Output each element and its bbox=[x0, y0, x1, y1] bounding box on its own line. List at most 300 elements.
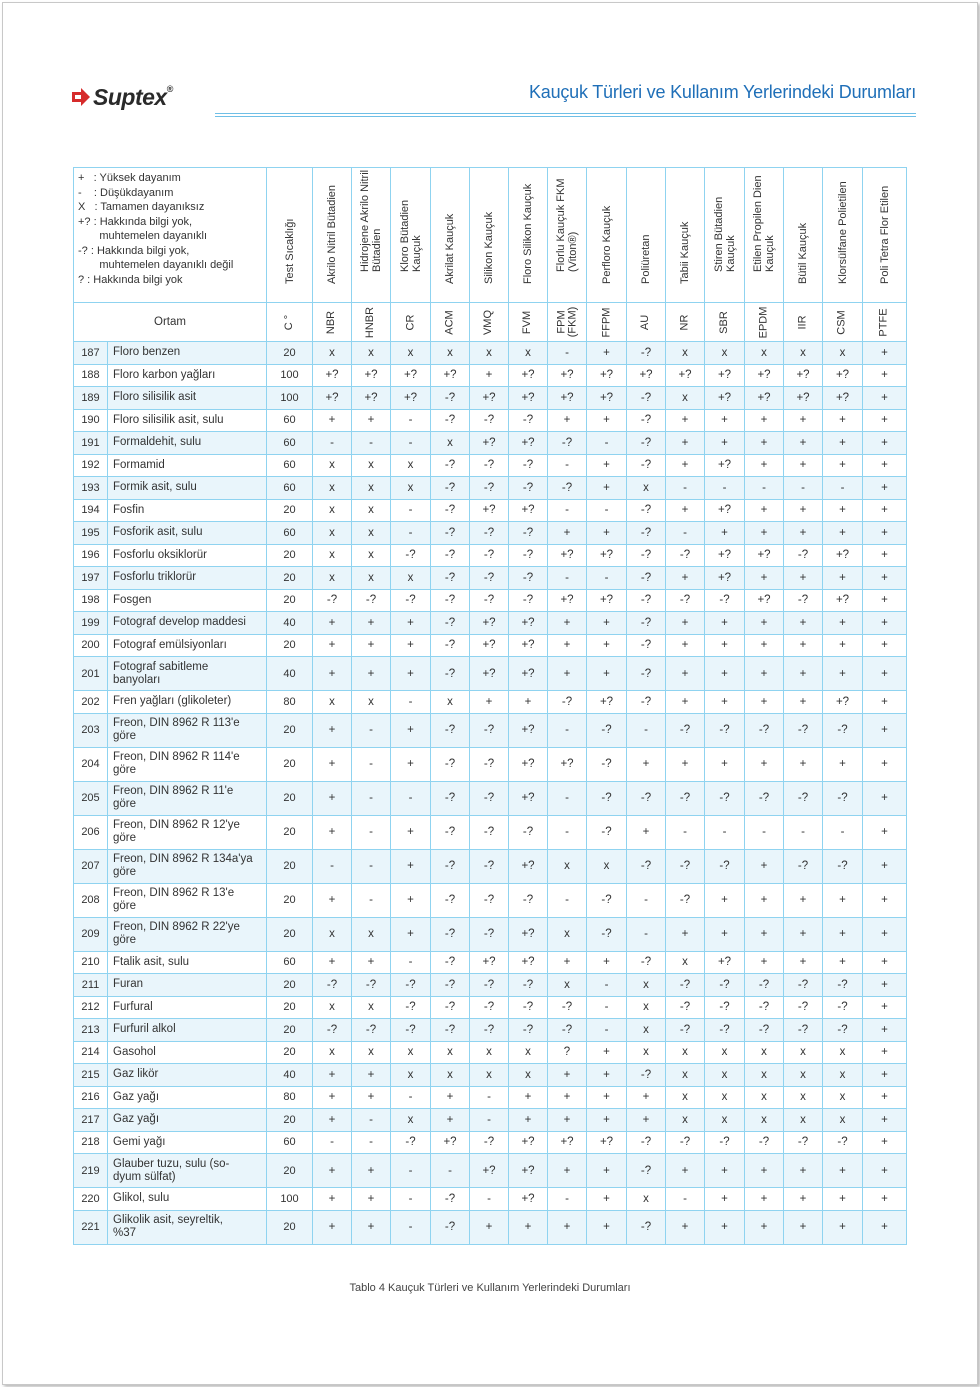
resistance-value: + bbox=[313, 815, 352, 849]
resistance-value: + bbox=[745, 849, 784, 883]
resistance-value: + bbox=[745, 612, 784, 635]
resistance-value: -? bbox=[391, 589, 431, 612]
table-row bbox=[74, 1210, 907, 1244]
test-temperature: 60 bbox=[267, 522, 313, 545]
table-row bbox=[74, 477, 907, 500]
resistance-value: + bbox=[745, 432, 784, 455]
row-number: 201 bbox=[74, 657, 108, 691]
resistance-value: + bbox=[823, 567, 863, 590]
column-abbr-7: FPM (FKM) bbox=[548, 303, 587, 342]
row-number: 204 bbox=[74, 747, 108, 781]
resistance-value: x bbox=[745, 1109, 784, 1132]
resistance-value: x bbox=[352, 342, 391, 365]
resistance-value: -? bbox=[431, 883, 470, 917]
resistance-value: x bbox=[313, 499, 352, 522]
test-temperature: 20 bbox=[267, 917, 313, 951]
resistance-value: + bbox=[863, 364, 907, 387]
resistance-value: + bbox=[352, 1064, 391, 1087]
resistance-value: -? bbox=[391, 1131, 431, 1154]
resistance-value: x bbox=[587, 849, 627, 883]
resistance-value: -? bbox=[627, 951, 666, 974]
table-row bbox=[74, 612, 907, 635]
resistance-value: -? bbox=[627, 634, 666, 657]
resistance-value: + bbox=[705, 612, 745, 635]
table-row bbox=[74, 657, 907, 691]
test-temperature: 20 bbox=[267, 1210, 313, 1244]
resistance-value: -? bbox=[431, 713, 470, 747]
column-header-3: Kloro Bütadien Kauçuk bbox=[391, 168, 431, 303]
resistance-value: x bbox=[352, 996, 391, 1019]
resistance-value: -? bbox=[587, 883, 627, 917]
medium-name: Furfuril alkol bbox=[108, 1019, 267, 1042]
resistance-value: -? bbox=[470, 849, 509, 883]
resistance-value: + bbox=[587, 477, 627, 500]
resistance-value: + bbox=[705, 522, 745, 545]
table-row bbox=[74, 1041, 907, 1064]
resistance-value: + bbox=[313, 1064, 352, 1087]
resistance-value: +? bbox=[548, 1131, 587, 1154]
table-row bbox=[74, 409, 907, 432]
column-header-5: Silikon Kauçuk bbox=[470, 168, 509, 303]
resistance-value: +? bbox=[705, 454, 745, 477]
resistance-value: x bbox=[823, 1064, 863, 1087]
resistance-value: + bbox=[863, 1154, 907, 1188]
resistance-value: -? bbox=[509, 522, 548, 545]
resistance-value: x bbox=[313, 996, 352, 1019]
resistance-value: -? bbox=[627, 691, 666, 714]
resistance-value: + bbox=[587, 1154, 627, 1188]
resistance-value: x bbox=[313, 544, 352, 567]
resistance-value: - bbox=[548, 815, 587, 849]
row-number: 195 bbox=[74, 522, 108, 545]
resistance-value: +? bbox=[313, 364, 352, 387]
resistance-value: -? bbox=[784, 996, 823, 1019]
resistance-value: + bbox=[745, 1154, 784, 1188]
resistance-value: +? bbox=[509, 499, 548, 522]
column-abbr-1: NBR bbox=[313, 303, 352, 342]
resistance-value: -? bbox=[470, 747, 509, 781]
resistance-value: +? bbox=[509, 917, 548, 951]
resistance-value: -? bbox=[784, 713, 823, 747]
resistance-value: +? bbox=[823, 387, 863, 410]
resistance-value: -? bbox=[509, 477, 548, 500]
resistance-value: + bbox=[431, 1086, 470, 1109]
resistance-value: + bbox=[745, 1210, 784, 1244]
resistance-value: x bbox=[666, 342, 705, 365]
resistance-value: x bbox=[352, 544, 391, 567]
resistance-value: -? bbox=[431, 567, 470, 590]
resistance-value: -? bbox=[627, 454, 666, 477]
resistance-value: +? bbox=[587, 387, 627, 410]
resistance-value: + bbox=[313, 1210, 352, 1244]
resistance-value: x bbox=[352, 454, 391, 477]
resistance-value: -? bbox=[627, 1064, 666, 1087]
medium-name: Glauber tuzu, sulu (so- dyum sülfat) bbox=[108, 1154, 267, 1188]
resistance-value: +? bbox=[548, 589, 587, 612]
resistance-value: + bbox=[863, 432, 907, 455]
column-abbr-5: VMQ bbox=[470, 303, 509, 342]
resistance-value: + bbox=[863, 1086, 907, 1109]
test-temperature: 60 bbox=[267, 951, 313, 974]
row-number: 196 bbox=[74, 544, 108, 567]
resistance-value: - bbox=[391, 1154, 431, 1188]
resistance-value: +? bbox=[509, 951, 548, 974]
resistance-value: - bbox=[352, 781, 391, 815]
resistance-value: -? bbox=[745, 713, 784, 747]
brand-name: Suptex® bbox=[93, 83, 173, 110]
resistance-value: +? bbox=[509, 432, 548, 455]
table-row bbox=[74, 781, 907, 815]
medium-name: Fosforlu triklorür bbox=[108, 567, 267, 590]
column-abbr-12: EPDM bbox=[745, 303, 784, 342]
resistance-value: + bbox=[863, 657, 907, 691]
resistance-value: + bbox=[863, 996, 907, 1019]
resistance-value: - bbox=[548, 499, 587, 522]
resistance-value: + bbox=[587, 454, 627, 477]
resistance-value: x bbox=[431, 432, 470, 455]
test-temperature: 20 bbox=[267, 1154, 313, 1188]
table-row bbox=[74, 364, 907, 387]
resistance-value: -? bbox=[470, 917, 509, 951]
resistance-value: + bbox=[627, 1086, 666, 1109]
resistance-value: + bbox=[548, 634, 587, 657]
medium-name: Formamid bbox=[108, 454, 267, 477]
resistance-value: +? bbox=[391, 364, 431, 387]
resistance-value: -? bbox=[509, 567, 548, 590]
resistance-value: +? bbox=[509, 781, 548, 815]
resistance-value: -? bbox=[470, 815, 509, 849]
table-row bbox=[74, 634, 907, 657]
resistance-value: -? bbox=[587, 917, 627, 951]
table-row bbox=[74, 1086, 907, 1109]
resistance-value: + bbox=[745, 951, 784, 974]
test-temperature: 40 bbox=[267, 612, 313, 635]
resistance-value: - bbox=[313, 432, 352, 455]
resistance-value: + bbox=[666, 454, 705, 477]
resistance-value: x bbox=[627, 996, 666, 1019]
column-abbr-15: PTFE bbox=[863, 303, 907, 342]
resistance-value: - bbox=[391, 522, 431, 545]
resistance-value: +? bbox=[431, 1131, 470, 1154]
resistance-value: -? bbox=[666, 1131, 705, 1154]
medium-name: Glikol, sulu bbox=[108, 1188, 267, 1211]
medium-header: Ortam bbox=[74, 303, 267, 342]
resistance-value: + bbox=[352, 1086, 391, 1109]
resistance-value: + bbox=[313, 781, 352, 815]
resistance-value: x bbox=[352, 499, 391, 522]
resistance-value: +? bbox=[470, 499, 509, 522]
resistance-value: + bbox=[863, 634, 907, 657]
resistance-value: +? bbox=[705, 364, 745, 387]
resistance-value: - bbox=[627, 917, 666, 951]
resistance-value: + bbox=[666, 1210, 705, 1244]
row-number: 191 bbox=[74, 432, 108, 455]
medium-name: Ftalik asit, sulu bbox=[108, 951, 267, 974]
resistance-value: + bbox=[784, 657, 823, 691]
resistance-value: -? bbox=[470, 567, 509, 590]
header-names-row bbox=[74, 168, 907, 303]
resistance-value: +? bbox=[745, 589, 784, 612]
resistance-value: + bbox=[705, 657, 745, 691]
test-temperature: 20 bbox=[267, 996, 313, 1019]
resistance-value: +? bbox=[509, 612, 548, 635]
test-temperature: 60 bbox=[267, 454, 313, 477]
resistance-value: -? bbox=[823, 1131, 863, 1154]
table-row bbox=[74, 883, 907, 917]
resistance-value: +? bbox=[705, 951, 745, 974]
resistance-value: + bbox=[784, 409, 823, 432]
resistance-value: -? bbox=[627, 849, 666, 883]
resistance-value: -? bbox=[509, 1019, 548, 1042]
test-temperature: 80 bbox=[267, 1086, 313, 1109]
resistance-value: +? bbox=[548, 544, 587, 567]
row-number: 209 bbox=[74, 917, 108, 951]
resistance-value: x bbox=[431, 691, 470, 714]
table-caption: Tablo 4 Kauçuk Türleri ve Kullanım Yerlerindeki Durumları bbox=[349, 1282, 631, 1294]
resistance-value: -? bbox=[509, 409, 548, 432]
resistance-value: + bbox=[627, 1109, 666, 1132]
resistance-value: + bbox=[784, 1154, 823, 1188]
table-row bbox=[74, 499, 907, 522]
row-number: 202 bbox=[74, 691, 108, 714]
resistance-value: - bbox=[470, 1109, 509, 1132]
resistance-value: +? bbox=[823, 544, 863, 567]
resistance-value: -? bbox=[391, 996, 431, 1019]
resistance-value: + bbox=[313, 1154, 352, 1188]
resistance-value: x bbox=[391, 1041, 431, 1064]
resistance-value: +? bbox=[509, 713, 548, 747]
resistance-value: + bbox=[587, 1109, 627, 1132]
resistance-value: - bbox=[313, 1131, 352, 1154]
resistance-value: x bbox=[352, 522, 391, 545]
row-number: 214 bbox=[74, 1041, 108, 1064]
resistance-value: -? bbox=[509, 544, 548, 567]
resistance-value: x bbox=[627, 974, 666, 997]
resistance-value: x bbox=[705, 1064, 745, 1087]
medium-name: Furan bbox=[108, 974, 267, 997]
resistance-value: +? bbox=[745, 387, 784, 410]
table-row bbox=[74, 691, 907, 714]
resistance-value: + bbox=[863, 589, 907, 612]
resistance-value: -? bbox=[313, 589, 352, 612]
row-number: 218 bbox=[74, 1131, 108, 1154]
medium-name: Gasohol bbox=[108, 1041, 267, 1064]
resistance-value: -? bbox=[431, 974, 470, 997]
temp-header: Test Sıcaklığı bbox=[267, 168, 313, 303]
resistance-value: +? bbox=[705, 567, 745, 590]
test-temperature: 20 bbox=[267, 883, 313, 917]
test-temperature: 60 bbox=[267, 409, 313, 432]
resistance-value: - bbox=[666, 815, 705, 849]
resistance-value: +? bbox=[587, 589, 627, 612]
medium-name: Formik asit, sulu bbox=[108, 477, 267, 500]
column-header-4: Akrilat Kauçuk bbox=[431, 168, 470, 303]
resistance-value: -? bbox=[784, 589, 823, 612]
resistance-value: + bbox=[627, 747, 666, 781]
resistance-value: -? bbox=[627, 612, 666, 635]
resistance-value: + bbox=[784, 612, 823, 635]
resistance-value: -? bbox=[666, 883, 705, 917]
row-number: 219 bbox=[74, 1154, 108, 1188]
resistance-value: - bbox=[823, 477, 863, 500]
resistance-value: + bbox=[705, 747, 745, 781]
row-number: 190 bbox=[74, 409, 108, 432]
resistance-value: -? bbox=[627, 409, 666, 432]
resistance-value: + bbox=[313, 747, 352, 781]
resistance-value: + bbox=[352, 409, 391, 432]
resistance-value: +? bbox=[587, 544, 627, 567]
resistance-value: - bbox=[705, 815, 745, 849]
resistance-value: + bbox=[587, 657, 627, 691]
resistance-value: -? bbox=[470, 522, 509, 545]
resistance-value: x bbox=[313, 522, 352, 545]
resistance-value: -? bbox=[352, 974, 391, 997]
resistance-value: +? bbox=[548, 364, 587, 387]
test-temperature: 20 bbox=[267, 589, 313, 612]
resistance-value: x bbox=[745, 1041, 784, 1064]
resistance-value: x bbox=[509, 1041, 548, 1064]
resistance-value: + bbox=[705, 691, 745, 714]
resistance-value: + bbox=[863, 612, 907, 635]
resistance-value: x bbox=[352, 477, 391, 500]
resistance-value: - bbox=[587, 996, 627, 1019]
resistance-value: +? bbox=[509, 634, 548, 657]
test-temperature: 20 bbox=[267, 1019, 313, 1042]
resistance-value: -? bbox=[509, 589, 548, 612]
column-header-13: Bütil Kauçuk bbox=[784, 168, 823, 303]
resistance-value: x bbox=[313, 1041, 352, 1064]
resistance-value: +? bbox=[823, 691, 863, 714]
resistance-value: +? bbox=[627, 364, 666, 387]
resistance-value: -? bbox=[470, 544, 509, 567]
resistance-value: -? bbox=[627, 1131, 666, 1154]
header-abbr-row bbox=[74, 303, 907, 342]
medium-name: Fosfin bbox=[108, 499, 267, 522]
medium-name: Formaldehit, sulu bbox=[108, 432, 267, 455]
resistance-value: -? bbox=[745, 974, 784, 997]
resistance-value: + bbox=[745, 409, 784, 432]
resistance-value: + bbox=[823, 1188, 863, 1211]
resistance-value: + bbox=[470, 1210, 509, 1244]
table-row bbox=[74, 1131, 907, 1154]
column-header-7: Florlu Kauçuk FKM (Viton®) bbox=[548, 168, 587, 303]
resistance-value: -? bbox=[431, 522, 470, 545]
resistance-value: -? bbox=[823, 974, 863, 997]
resistance-value: + bbox=[509, 691, 548, 714]
resistance-value: + bbox=[863, 409, 907, 432]
test-temperature: 60 bbox=[267, 432, 313, 455]
resistance-value: -? bbox=[666, 1019, 705, 1042]
resistance-value: + bbox=[863, 815, 907, 849]
resistance-value: + bbox=[823, 883, 863, 917]
resistance-value: + bbox=[823, 1154, 863, 1188]
table-row bbox=[74, 849, 907, 883]
resistance-value: + bbox=[352, 1154, 391, 1188]
column-header-12: Etilen Propilen Dien Kauçuk bbox=[745, 168, 784, 303]
resistance-value: -? bbox=[627, 1210, 666, 1244]
resistance-value: +? bbox=[509, 849, 548, 883]
resistance-value: +? bbox=[823, 589, 863, 612]
resistance-value: -? bbox=[431, 477, 470, 500]
resistance-value: x bbox=[548, 849, 587, 883]
resistance-value: x bbox=[745, 342, 784, 365]
resistance-value: +? bbox=[509, 1188, 548, 1211]
medium-name: Fren yağları (glikoleter) bbox=[108, 691, 267, 714]
resistance-value: + bbox=[705, 1154, 745, 1188]
resistance-value: x bbox=[627, 1019, 666, 1042]
resistance-value: x bbox=[509, 1064, 548, 1087]
column-abbr-8: FFPM bbox=[587, 303, 627, 342]
resistance-value: + bbox=[863, 1041, 907, 1064]
resistance-value: + bbox=[863, 1131, 907, 1154]
table-row bbox=[74, 1019, 907, 1042]
resistance-value: x bbox=[666, 387, 705, 410]
resistance-value: + bbox=[863, 1188, 907, 1211]
test-temperature: 100 bbox=[267, 387, 313, 410]
resistance-value: x bbox=[705, 1086, 745, 1109]
test-temperature: 20 bbox=[267, 747, 313, 781]
resistance-value: -? bbox=[705, 996, 745, 1019]
resistance-value: + bbox=[863, 1019, 907, 1042]
resistance-value: -? bbox=[705, 1019, 745, 1042]
resistance-value: + bbox=[745, 1188, 784, 1211]
resistance-value: - bbox=[745, 815, 784, 849]
resistance-value: - bbox=[587, 974, 627, 997]
resistance-value: + bbox=[745, 691, 784, 714]
resistance-value: -? bbox=[666, 589, 705, 612]
resistance-value: x bbox=[548, 974, 587, 997]
column-abbr-14: CSM bbox=[823, 303, 863, 342]
row-number: 208 bbox=[74, 883, 108, 917]
column-abbr-9: AU bbox=[627, 303, 666, 342]
test-temperature: 40 bbox=[267, 1064, 313, 1087]
resistance-value: + bbox=[745, 747, 784, 781]
resistance-value: + bbox=[784, 522, 823, 545]
resistance-value: - bbox=[548, 567, 587, 590]
resistance-value: + bbox=[784, 634, 823, 657]
row-number: 207 bbox=[74, 849, 108, 883]
resistance-value: x bbox=[391, 477, 431, 500]
resistance-value: - bbox=[352, 713, 391, 747]
resistance-value: + bbox=[587, 1086, 627, 1109]
resistance-value: - bbox=[352, 1131, 391, 1154]
test-temperature: 80 bbox=[267, 691, 313, 714]
resistance-value: + bbox=[313, 951, 352, 974]
resistance-value: -? bbox=[784, 974, 823, 997]
resistance-value: -? bbox=[509, 883, 548, 917]
resistance-value: +? bbox=[745, 544, 784, 567]
resistance-value: -? bbox=[705, 713, 745, 747]
resistance-value: + bbox=[784, 432, 823, 455]
medium-name: Fosforik asit, sulu bbox=[108, 522, 267, 545]
resistance-value: +? bbox=[470, 432, 509, 455]
resistance-value: - bbox=[548, 713, 587, 747]
resistance-value: +? bbox=[509, 1154, 548, 1188]
resistance-value: -? bbox=[431, 951, 470, 974]
resistance-value: + bbox=[705, 917, 745, 951]
resistance-value: + bbox=[863, 454, 907, 477]
row-number: 189 bbox=[74, 387, 108, 410]
resistance-value: + bbox=[666, 634, 705, 657]
resistance-value: -? bbox=[431, 454, 470, 477]
resistance-value: -? bbox=[431, 747, 470, 781]
resistance-value: + bbox=[391, 657, 431, 691]
resistance-value: -? bbox=[431, 1210, 470, 1244]
resistance-value: x bbox=[823, 1086, 863, 1109]
resistance-value: +? bbox=[509, 387, 548, 410]
resistance-value: + bbox=[548, 657, 587, 691]
table-row bbox=[74, 974, 907, 997]
